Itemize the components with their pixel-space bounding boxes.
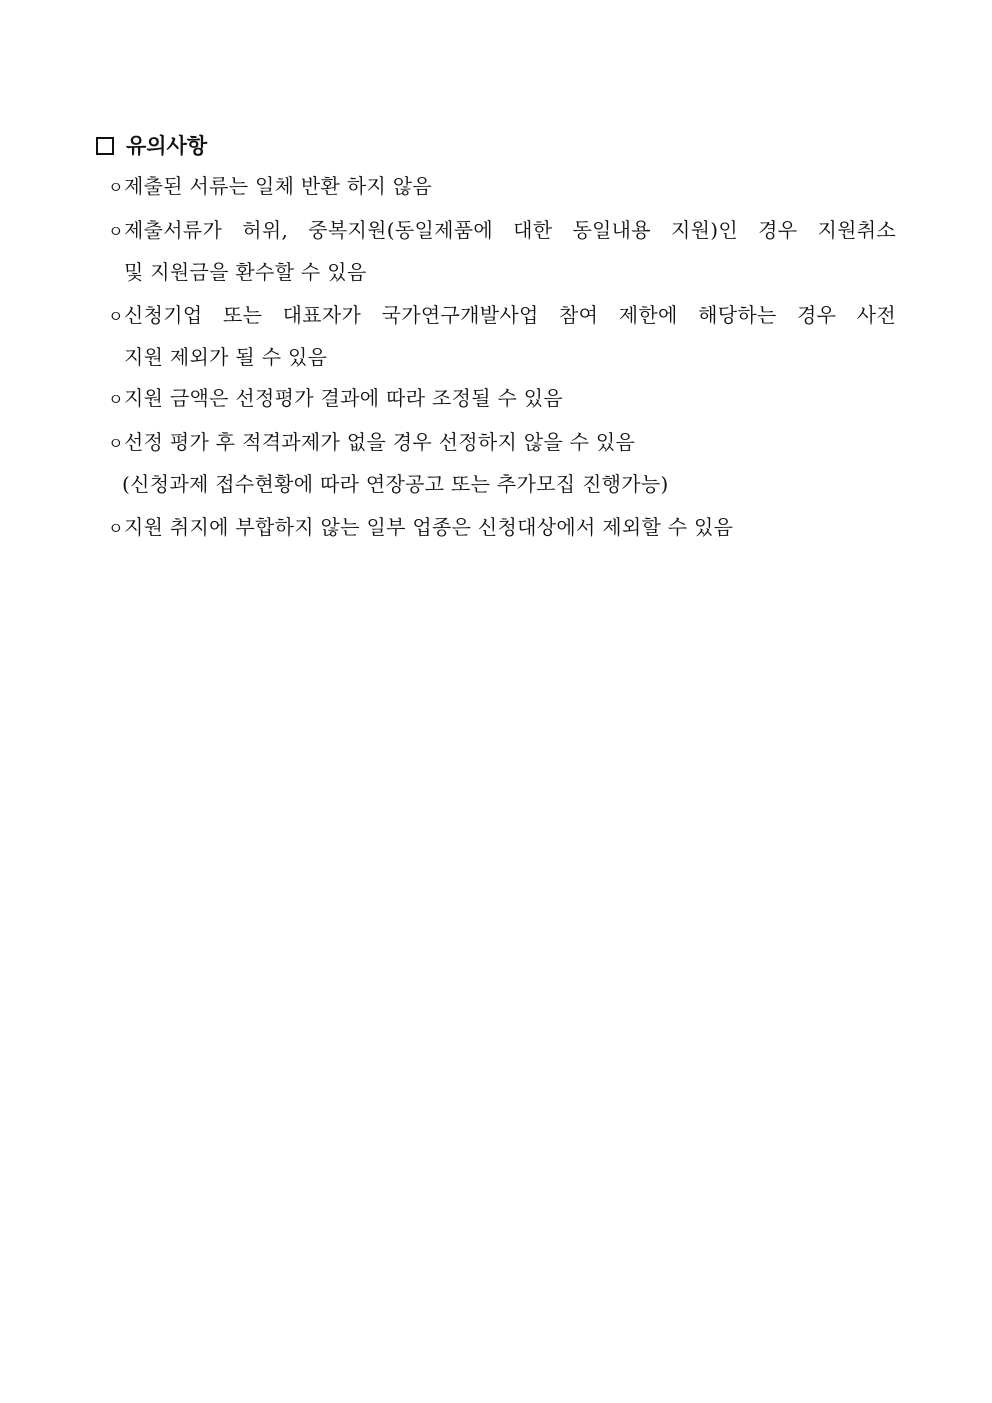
list-item — [108, 210, 896, 292]
item-text: 지원 금액은 선정평가 결과에 따라 조정될 수 있음 — [124, 386, 564, 410]
bullet-circle-icon: ㅇ — [108, 390, 124, 409]
bullet-circle-icon: ㅇ — [108, 307, 124, 326]
section-title: 유의사항 — [126, 134, 208, 158]
list-item — [108, 295, 896, 377]
list-item — [108, 166, 896, 208]
item-note: (신청과제 접수현황에 따라 연장공고 또는 추가모집 진행가능) — [122, 472, 669, 496]
item-text: 선정 평가 후 적격과제가 없을 경우 선정하지 않을 수 있음 — [124, 430, 636, 454]
item-text: 제출된 서류는 일체 반환 하지 않음 — [124, 174, 432, 198]
list-item — [108, 507, 896, 549]
item-text-continued: 및 지원금을 환수할 수 있음 — [124, 260, 367, 284]
item-text-continued: 지원 제외가 될 수 있음 — [124, 345, 328, 369]
checkbox-square-icon — [96, 137, 114, 155]
bullet-circle-icon: ㅇ — [108, 222, 124, 241]
item-text: 제출서류가 허위, 중복지원(동일제품에 대한 동일내용 지원)인 경우 지원취소 — [124, 218, 896, 242]
list-item — [108, 422, 896, 504]
bullet-circle-icon: ㅇ — [108, 434, 124, 453]
section-heading — [96, 131, 207, 161]
list-item — [108, 378, 896, 420]
bullet-circle-icon: ㅇ — [108, 519, 124, 538]
item-text: 지원 취지에 부합하지 않는 일부 업종은 신청대상에서 제외할 수 있음 — [124, 515, 734, 539]
bullet-circle-icon: ㅇ — [108, 178, 124, 197]
item-text: 신청기업 또는 대표자가 국가연구개발사업 참여 제한에 해당하는 경우 사전 — [124, 303, 896, 327]
